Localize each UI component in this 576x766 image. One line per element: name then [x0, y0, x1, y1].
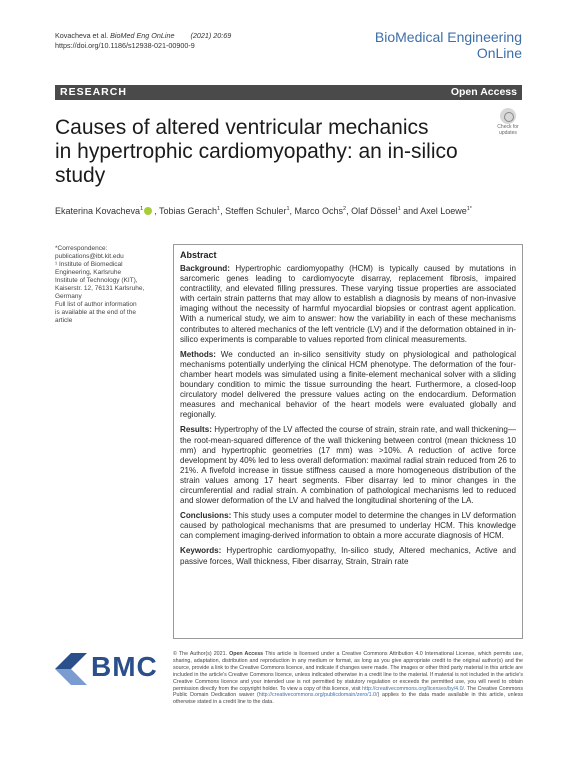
journal-name-line2: OnLine	[476, 45, 522, 61]
open-access-label: Open Access	[450, 86, 517, 98]
side-line: *Correspondence:	[55, 245, 108, 252]
bmc-logo-icon	[55, 653, 87, 685]
license-open-access: Open Access	[229, 651, 264, 657]
background-text: Hypertrophic cardiomyopathy (HCM) is typically caused by mutations in sarcomeric genes leading to cardiomyocyte disarray, replacement fibrosis, impaired contractility, and elevated filling pressures. These varying tissue properties are associated with certain strain patterns that may allow to establish a diagnosis by means of non-invasive imaging without the necessity of harmful myocardial biopsies or contrast agent application. With a numerical study, we aim to answer: how the variability in each of these mechanisms contributes to altered mechanics of the left ventricle (LV) and if the deformation obtained in in-silico experiments is comparable to values reported from clinical measurements.	[180, 264, 516, 344]
author-6-affil: 1*	[466, 206, 472, 212]
license-text: ) applies to the data made available in this article, unless otherwise stated in a credit line to the data.	[173, 692, 523, 706]
keywords-text: Hypertrophic cardiomyopathy, In-silico study, Altered mechanics, Active and passive forces, Wall thickness, Fiber disarray, Strain, Strain rate	[180, 546, 516, 566]
abstract-box	[173, 244, 523, 639]
article-title	[55, 116, 495, 188]
update-check-icon	[500, 108, 516, 124]
title-line1: Causes of altered ventricular mechanics	[55, 116, 429, 139]
abstract-methods	[180, 350, 516, 421]
conclusions-label: Conclusions:	[180, 511, 232, 521]
orcid-icon[interactable]	[144, 207, 152, 215]
journal-name	[375, 29, 522, 61]
side-line: article	[55, 317, 73, 324]
bmc-logo-text: BMC	[91, 651, 158, 682]
license-link-cc-by[interactable]: http://creativecommons.org/licenses/by/4.0/	[362, 685, 465, 692]
abstract-heading: Abstract	[180, 250, 217, 260]
author-2[interactable]: , Tobias Gerach	[154, 206, 217, 216]
title-line2: in hypertrophic cardiomyopathy: an in-silico	[55, 140, 458, 163]
author-5[interactable]: , Olaf Dössel	[346, 206, 398, 216]
side-line: Full list of author information	[55, 301, 137, 308]
side-line: Engineering, Karlsruhe	[55, 269, 122, 276]
updates-text-line2: updates	[499, 129, 517, 136]
side-line: is available at the end of the	[55, 309, 136, 316]
license-link-cc0[interactable]: http://creativecommons.org/publicdomain/zero/1.0/	[258, 692, 378, 699]
journal-name-line1: BioMedical Engineering	[374, 29, 522, 45]
license-statement	[173, 651, 523, 706]
license-text: . The Creative Commons Public Domain Dedication waiver (	[173, 685, 523, 699]
author-6[interactable]: and Axel Loewe	[400, 206, 467, 216]
conclusions-text: This study uses a computer model to determine the changes in LV deformation caused by pathological mechanisms that are presumed to underlay HCM. This knowledge can complement imaging-derived information to obtain a more accurate diagnosis of HCM.	[180, 511, 516, 541]
updates-text	[494, 125, 522, 136]
side-line: Kaiserstr. 12, 76131 Karlsruhe,	[55, 285, 145, 292]
author-2-affil: 1	[217, 206, 221, 212]
author-5-affil: 1	[397, 206, 401, 212]
citation-doi[interactable]: https://doi.org/10.1186/s12938-021-00900-9	[55, 41, 195, 50]
author-1-affil: 1	[140, 206, 144, 212]
author-4-affil: 2	[343, 206, 347, 212]
article-type-bar	[55, 85, 522, 100]
results-text: Hypertrophy of the LV affected the course of strain, strain rate, and wall thickening—the root-mean-squared difference of the wall thickening between control (mean thickness 10 mm) and hypertrophic geometries (17 mm) was >10%. A reduction of active force development by 40% led to less overall deformation: maximal radial strain reduced from 26 to 21%. A fivefold increase in tissue stiffness caused a more homogeneous distribution of the strain values among 17 heart segments. Fiber disarray led to minor changes in the circumferential and radial strain. A combination of pathological mechanisms led to reduced and slower deformation of the LV and halved the longitudinal shortening of the LA.	[180, 425, 516, 506]
keywords-label: Keywords:	[180, 546, 222, 556]
results-label: Results:	[180, 425, 212, 435]
author-4[interactable]: , Marco Ochs	[289, 206, 344, 216]
abstract-conclusions	[180, 511, 516, 541]
citation-journal: BioMed Eng OnLine	[110, 31, 175, 40]
license-copyright: © The Author(s) 2021.	[173, 651, 230, 657]
background-label: Background:	[180, 264, 230, 273]
license-text: This article is licensed under a Creative Commons Attribution 4.0 International License, which permits use, sharing, adaptation, distribution and reproduction in any medium or format, as long as you give appropriate credit to the original author(s) and the source, provide a link to the Creative Commons licence, and indicate if changes were made. The images or other third party material in this article are included in the article's Creative Commons licence, unless indicated otherwise in a credit line to the material. If material is not included in the article's Creative Commons licence and your intended use is not permitted by statutory regulation or exceeds the permitted use, you will need to obtain permission directly from the copyright holder. To view a copy of this licence, visit	[173, 651, 523, 692]
citation-authors: Kovacheva et al.	[55, 31, 111, 40]
abstract-keywords	[180, 546, 516, 566]
author-3-affil: 1	[286, 206, 290, 212]
side-line: ¹ Institute of Biomedical	[55, 261, 123, 268]
correspondence-sidebar	[55, 245, 155, 325]
side-line: Institute of Technology (KIT),	[55, 277, 138, 284]
citation-year: (2021) 20:69	[190, 31, 232, 40]
abstract-results	[180, 425, 516, 506]
methods-label: Methods:	[180, 349, 216, 359]
check-for-updates-badge[interactable]	[494, 108, 522, 136]
article-type-label: RESEARCH	[60, 86, 127, 98]
author-1[interactable]: Ekaterina Kovacheva	[55, 206, 141, 216]
author-list	[55, 206, 472, 216]
side-line: Germany	[55, 293, 82, 300]
correspondence-email[interactable]: publications@ibt.kit.edu	[55, 253, 124, 260]
author-3[interactable]: , Steffen Schuler	[220, 206, 287, 216]
methods-text: We conducted an in-silico sensitivity study on physiological and pathological mechanisms potentially underlying the clinical HCM phenotype. The deformation of the four-chamber heart models was simulated using a finite-element mechanical solver with a sliding boundary condition to mimic the tissue surrounding the heart. Furthermore, a closed-loop circulatory model delivered the pressure values acting on the endocardium. Deformation measures and mechanical behavior of the heart models were evaluated globally and regionally.	[180, 349, 516, 420]
citation-header	[55, 31, 231, 51]
abstract-background	[180, 264, 516, 345]
title-line3: study	[55, 164, 106, 187]
updates-text-line1: Check for	[497, 124, 519, 130]
